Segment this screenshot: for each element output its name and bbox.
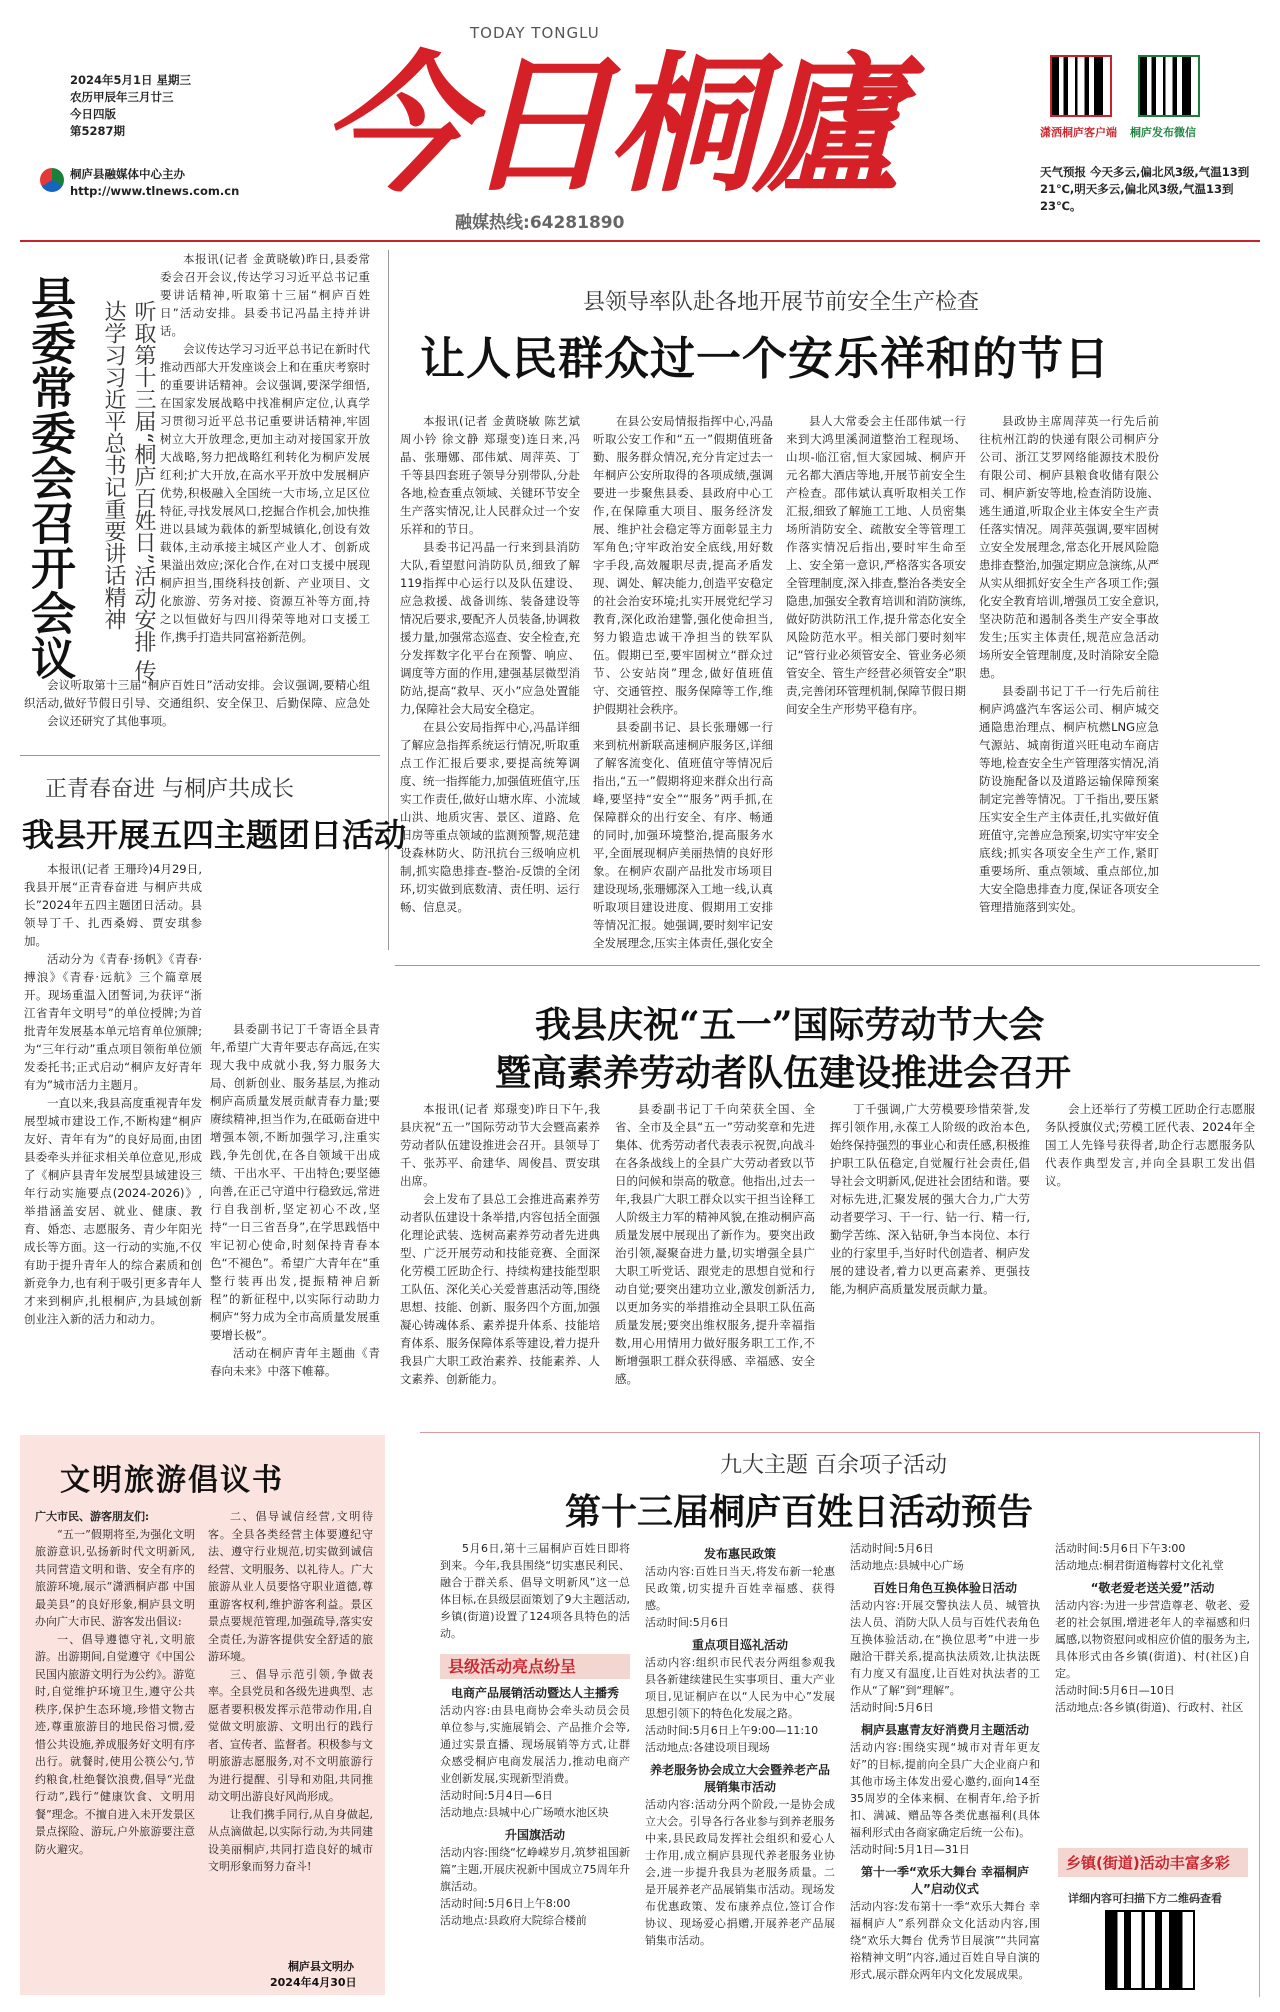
event8-body: 活动内容:围绕实现“城市对青年更友好”的目标,提前向全县广大企业商户和其他市场主体发出爱心邀约,面向14至35周岁的全体来桐、在桐青年,给予折扣、满减、赠品等各类优惠福利(具体福利形式由各商家确定后统一公布)。 [850,1741,1040,1839]
article1-subtitle: 听取第十三届“桐庐百姓日”活动安排 传达学习习近平总书记重要讲话精神 [101,300,156,682]
article2-p2: 县委书记冯晶一行来到县消防大队,看望慰问消防队员,细致了解119指挥中心运行以及队伍建设、应急救援、战备训练、装备建设等情况后要求,要配齐人员装备,协调救援力量,加强常态巡查、安全检查,充分发挥数字化平台在预警、响应、调度等方面的作用,建强基层微型消防站,提高“救早、灭小”应急处置能力,保障社会大局安全稳定。 [400,540,580,716]
article3-kicker: 正青春奋进 与桐庐共成长 [45,777,294,802]
event4-body: 活动内容:组织市民代表分两组参观我县各新建续建民生实事项目、重大产业项目,见证桐庐在以“人民为中心”发展思想引领下的特色化发展之路。 [645,1656,835,1720]
article1-body [160,250,370,646]
article1-p1: 本报讯(记者 金黄晓敏)昨日,县委常委会召开会议,传达学习习近平总书记重要讲话精神,听取第十三届“桐庐百姓日”活动安排。县委书记冯晶主持并讲话。 [160,252,370,338]
section-township-header: 乡镇(街道)活动丰富多彩 [1058,1848,1248,1877]
hotline [455,208,624,233]
event8-time: 活动时间:5月1日—31日 [850,1843,970,1856]
article2-title: 让人民群众过一个安乐祥和的节日 [420,332,1111,385]
article5-body-right [208,1508,373,1928]
article3-p5: 活动在桐庐青年主题曲《青春向未来》中落下帷幕。 [210,1346,380,1378]
article5-p2: 一、倡导遵德守礼,文明旅游。出游期间,自觉遵守《中国公民国内旅游文明行为公约》。游览时,自觉维护环境卫生,遵守公共秩序,保护生态环境,珍惜文物古迹,尊重旅游目的地民俗习惯,爱惜公共设施,养成服务好文明有序出行。就餐时,使用公筷公勺,节约粮食,杜绝餐饮浪费,倡导“光盘行动”,践行“健康饮食、文明用餐”理念。不擅自进入未开发景区景点探险、游玩,户外旅游要注意防火避灾。 [35,1632,195,1856]
weather: 天气预报 今天多云,偏北风3级,气温13到21℃,明天多云,偏北风3级,气温13到23℃。 [1040,165,1250,213]
article6-title: 第十三届桐庐百姓日活动预告 [565,1491,1034,1533]
article4-body-4 [1045,1100,1255,1420]
event7-time: 活动时间:5月6日 [850,1701,934,1714]
article3-p3: 一直以来,我县高度重视青年发展型城市建设工作,不断构建“桐庐友好、青年有为”的良好局面,由团县委牵头并征求相关单位意见,形成了《桐庐县青年发展型县域建设三年行动实施要点(2024-2026)》,举措涵盖安居、就业、健康、教育、婚恋、志愿服务、青少年阳光成长等方面。这一行动的实施,不仅有助于提升青年人的综合素质和创新竞争力,也有利于吸引更多青年人才来到桐庐,扎根桐庐,为县域创新创业注入新的活力和动力。 [24,1096,202,1326]
article2-p4: 在县公安局情报指挥中心,冯晶听取公安工作和“五一”假期值班备勤、服务群众情况,充分肯定过去一年桐庐公安所取得的各项成绩,强调要进一步聚焦县委、县政府中心工作,在保障重大项目、服务经济发展、维护社会稳定等方面彰显主力军角色;守牢政治安全底线,用好数字手段,高效履职尽责,提高矛盾发现、调处、解决能力,创造平安稳定的社会治安环境;扎实开展党纪学习教育,深化政治建警,强化使命担当,努力锻造忠诚干净担当的铁军队伍。假期已至,要牢固树立“群众过节、公安站岗”理念,做好值班值守、交通管控、服务保障等工作,维护假期社会秩序。 [593,414,773,716]
article6-col-2 [645,1540,835,1990]
masthead-title: 今日桐廬 [320,37,897,213]
article2-p1: 本报讯(记者 金黄晓敏 陈艺斌 周小钤 徐文静 郑璟变)连日来,冯晶、张珊娜、邵伟斌、周萍英、丁千等县四套班子领导分别带队,分赴各地,检查重点领域、关键环节安全生产落实情况,让人民群众过一个安乐祥和的节日。 [400,414,580,536]
article1-p4: 会议还研究了其他事项。 [47,714,174,728]
article4-p2: 会上发布了县总工会推进高素养劳动者队伍建设十条举措,内容包括全面强化理论武装、选树高素养劳动者先进典型、广泛开展劳动和技能竞赛、全面深化劳模工匠助企行、持续构建技能型职工队伍、深化关心关爱普惠活动等,围绕思想、技能、创新、服务四个方面,加强凝心铸魂体系、素养提升体系、技能培育体系、服务保障体系等建设,着力提升我县广大职工政治素养、技能素养、人文素养、创新能力。 [400,1192,600,1386]
article2-p3: 在县公安局指挥中心,冯晶详细了解应急指挥系统运行情况,听取重点工作汇报后要求,要提高统筹调度、统一指挥能力,加强值班值守,压实工作责任,做好山塘水库、小流域山洪、地质灾害、景区、道路、危旧房等重点领域的监测预警,规范建设森林防火、防汛抗台三级响应机制,抓实隐患排查-整治-反馈的全闭环,切实做到底数清、责任明、运行畅、信息灵。 [400,720,580,914]
qr-label-wechat: 桐庐发布微信 [1130,126,1196,139]
masthead-english: TODAY TONGLU [470,24,600,42]
qr-label-app: 潇洒桐庐客户端 [1040,126,1117,139]
event3-body: 活动内容:百姓日当天,将发布新一轮惠民政策,切实提升百姓幸福感、获得感。 [645,1565,835,1612]
event6-time: 活动时间:5月6日 [850,1542,934,1555]
sponsor-logo [40,168,64,192]
article1-title: 县委常委会召开会议 [23,275,76,680]
divider [395,965,1260,966]
article6-col-3 [850,1540,1040,1990]
article5-date: 2024年4月30日 [270,1976,357,1989]
event7-title: 百姓日角色互换体验日活动 [872,1581,1017,1595]
article2-p6: 县人大常委会主任邵伟斌一行来到大鸿里溪洞道整治工程现场、山坝-临江宿,恒大家园城、桐庐开元名都大酒店等地,开展节前安全生产检查。邵伟斌认真听取相关工作汇报,细致了解施工工地、人员密集场所消防安全、疏散安全等管理工作落实情况后指出,要时牢生命至上、安全第一意识,严格落实各项安全管理制度,深入排查,整治各类安全隐患,加强安全教育培训和消防演练,做好防洪防汛工作,提升常态化安全风险防范水平。相关部门要时刻牢记“管行业必须管安全、管业务必须管安全、管生产经营必须管安全”职责,完善闭环管理机制,保障节假日期间安全生产形势平稳有序。 [786,414,966,716]
qr-code-app[interactable] [1050,55,1112,117]
event2-time: 活动时间:5月6日上午8:00 [440,1897,571,1910]
article4-body-1 [400,1100,600,1420]
qr-code-activities[interactable] [1105,1910,1195,1990]
article5-p1: “五一”假期将至,为强化文明旅游意识,弘扬新时代文明新风,共同营造文明和谐、安全有序的旅游环境,展示“潇洒桐庐郡 中国最美县”的良好形象,桐庐县文明办向广大市民、游客发出倡议: [35,1527,195,1628]
sponsor-name: 桐庐县融媒体中心主办 [70,167,185,181]
issue-lunar: 农历甲辰年三月廿三 [70,90,174,104]
issue-info [70,72,191,140]
article2-body-2 [593,412,773,952]
article5-sign: 桐庐县文明办 [288,1960,354,1973]
divider [20,755,380,756]
article6-col-4 [1055,1540,1250,1840]
article4-p3: 县委副书记丁千向荣获全国、全省、全市及全县“五一”劳动奖章和先进集体、优秀劳动者代表表示祝贺,向战斗在各条战线上的全县广大劳动者致以节日的问候和崇高的敬意。他指出,过去一年,我县广大职工群众以实干担当诠释工人阶级主力军的精神风貌,在推动桐庐高质量发展中展现出了新作为。要突出政治引领,凝聚奋进力量,切实增强全县广大职工听党话、跟党走的思想自觉和行动自觉;要突出建功立业,激发创新活力,以更加务实的举措推动全县职工队伍高质量发展;要突出维权服务,提升幸福指数,用心用情用力做好服务职工工作,不断增强职工群众获得感、幸福感、安全感。 [615,1102,815,1386]
article2-body-1 [400,412,580,952]
article2-p8: 县委副书记丁千一行先后前往桐庐鸿盛汽车客运公司、桐庐城交通隐患治理点、桐庐杭燃LNG应急气源站、城南街道兴旺电动车商店等地,检查安全生产管理落实情况,消防设施配备以及道路运输保障预案制定完善等情况。丁千指出,要压紧压实安全生产主体责任,扎实做好值班值守,完善应急预案,切实守牢安全底线;抓实各项安全生产工作,紧盯重要场所、重点领域、重点部位,加大安全隐患排查力度,保证各项安全管理措施落到实处。 [979,684,1159,914]
article4-p5: 会上还举行了劳模工匠助企行志愿服务队授旗仪式;劳模工匠代表、2024年全国工人先锋号获得者,助企行志愿服务队代表作典型发言,并向全县职工发出倡议。 [1045,1102,1255,1188]
article3-title: 我县开展五四主题团日活动 [22,816,407,854]
article4-title-2: 暨高素养劳动者队伍建设推进会召开 [495,1052,1072,1094]
event5-body: 活动内容:活动分两个阶段,一是协会成立大会。引导各行各业参与到养老服务中来,县民政局发挥社会组织和爱心人士作用,成立桐庐县现代养老服务业协会,进一步提升我县为老服务质量。二是开展养老产品展销集市活动。现场发布优惠政策、发布康养点位,签订合作协议、现场爱心捐赠,开展养老产品展销集市活动。 [645,1798,835,1947]
article1-body-bottom [24,676,370,746]
masthead [0,0,1280,235]
article2-body-4 [979,412,1159,952]
event10-place: 活动地点:各乡镇(街道)、行政村、社区 [1055,1701,1244,1714]
article6-intro: 5月6日,第十三届桐庐百姓日即将到来。今年,我县围绕“切实惠民利民、融合于群关系、倡导文明新风”这一总体目标,在县级层面策划了9大主题活动,乡镇(街道)设置了124项各具特色的活动。 [440,1542,630,1640]
article3-p2: 活动分为《青春·扬帆》《青春·搏浪》《青春·远航》三个篇章展开。现场重温入团誓词,为获评“浙江省青年文明号”的单位授牌;为首批青年发展基本单元培育单位颁牌;为“三年行动”重点项目领衔单位颁发委托书;正式启动“桐庐友好青年有为”城市活力主题月。 [24,952,202,1092]
event2-place: 活动地点:县政府大院综合楼前 [440,1914,587,1927]
event1-body: 活动内容:由县电商协会牵头动员会员单位参与,实施展销会、产品推介会等,通过实景直播、现场展销等方式,让群众感受桐庐电商发展活力,推动电商产业创新发展,实现新型消费。 [440,1704,630,1785]
event9-title: 第十一季“欢乐大舞台 幸福桐庐人”启动仪式 [860,1865,1030,1896]
article5-p3: 二、倡导诚信经营,文明待客。全县各类经营主体要遵纪守法、遵守行业规范,切实做到诚信经营、文明服务、以礼待人。广大旅游从业人员要恪守职业道德,尊重游客权利,维护游客利益。景区景点要规范管理,加强疏导,落实安全责任,为游客提供安全舒适的旅游环境。 [208,1510,373,1663]
article3-p1: 本报讯(记者 王珊玲)4月29日,我县开展“正青春奋进 与桐庐共成长”2024年五四主题团日活动。县领导丁千、扎西桑姆、贾安琪参加。 [24,862,202,948]
article4-p4: 丁千强调,广大劳模要珍惜荣誉,发挥引领作用,永葆工人阶级的政治本色,始终保持强烈的事业心和责任感,积极推护职工队伍稳定,自觉履行社会责任,倡导社会文明新风,促进社会团结和谐。要对标先进,汇聚发展的强大合力,广大劳动者要学习、干一行、钻一行、精一行,勤学苦练、深入钻研,争当本岗位、本行业的行家里手,当好时代创造者、桐庐发展的建设者,着力以更高素养、更强技能,为桐庐高质量发展贡献力量。 [830,1102,1030,1296]
article2-p5: 县委副书记、县长张珊娜一行来到杭州新联高速桐庐服务区,详细了解客流变化、值班值守等情况后指出,“五一”假期将迎来群众出行高峰,要坚持“安全”“服务”两手抓,在保障群众的出行安全、有序、畅通的同时,加强环境整治,提高服务水平,全面展现桐庐美丽热情的良好形象。在桐庐农副产品批发市场项目建设现场,张珊娜深入工地一线,认真听取项目建设进度、假期用工安排等情况汇报。她强调,要时刻牢记安全发展理念,压实主体责任,强化安全 [593,720,773,950]
event10-body: 活动内容:为进一步营造尊老、敬老、爱老的社会氛围,增进老年人的幸福感和归属感,以物资慰问或相应价值的服务为主,具体形式由各乡镇(街道)、村(社区)自定。 [1055,1599,1250,1680]
article3-body-right [210,1020,380,1420]
article5-body-left [35,1508,195,1988]
article4-p1: 本报讯(记者 郑璟变)昨日下午,我县庆祝“五一”国际劳动节大会暨高素养劳动者队伍建设推进会召开。县领导丁千、张苏平、俞建华、周俊昌、贾安琪出席。 [400,1102,600,1188]
event6-place: 活动地点:县城中心广场 [850,1559,964,1572]
event4-place: 活动地点:各建设项目现场 [645,1741,770,1754]
qr-code-wechat[interactable] [1138,55,1200,117]
article4-body-3 [830,1100,1030,1420]
article5-salutation: 广大市民、游客朋友们: [35,1510,150,1523]
article3-body-left [24,860,202,1425]
event2-body: 活动内容:围绕“忆峥嵘岁月,筑梦祖国新篇”主题,开展庆祝新中国成立75周年升旗活动。 [440,1846,630,1893]
issue-pages: 今日四版 [70,107,116,121]
article5-title: 文明旅游倡议书 [60,1463,284,1498]
article2-body-3 [786,412,966,952]
event10-title: “敬老爱老送关爱”活动 [1090,1581,1215,1595]
article5-p5: 让我们携手同行,从自身做起,从点滴做起,以实际行动,为共同建设美丽桐庐,共同打造良好的城市文明形象而努力奋斗! [208,1807,373,1873]
article1-p2: 会议传达学习习近平总书记在新时代推动西部大开发座谈会上和在重庆考察时的重要讲话精神。会议强调,要深学细悟,在国家发展战略中找准桐庐定位,认真学习贯彻习近平总书记重要讲话精神,牢固树立大开放理念,更加主动对接国家开放大战略,努力把战略红利转化为桐庐发展红利;扩大开放,在高水平开放中发展桐庐优势,积极融入全国统一大市场,立足区位特征,寻找发展风口,挖掘合作机会,加快推进以县域为载体的新型城镇化,创设有效载体,主动承接主城区产业人才、创新成果溢出效应;深化合作,在对口支援中展现桐庐担当,围绕科技创新、产业项目、文化旅游、劳务对接、资源互补等方面,持之以恒做好与四川得荣等地对口支援工作,携手打造共同富裕新范例。 [160,342,370,644]
sponsor [70,166,239,200]
event8-title: 桐庐县惠青友好消费月主题活动 [860,1723,1029,1737]
event3-time: 活动时间:5月6日 [645,1616,729,1629]
event2-title: 升国旗活动 [504,1828,565,1842]
event9-time: 活动时间:5月6日下午3:00 [1055,1542,1186,1555]
event4-title: 重点项目巡礼活动 [691,1638,788,1652]
event9-place: 活动地点:桐君街道梅蓉村文化礼堂 [1055,1559,1224,1572]
sponsor-website[interactable]: http://www.tlnews.com.cn [70,184,240,198]
article5-p4: 三、倡导示范引领,争做表率。全县党员和各级先进典型、志愿者要积极发挥示范带动作用,自觉做文明旅游、文明出行的践行者、宣传者、监督者。积极参与文明旅游志愿服务,对不文明旅游行为进行提醒、引导和劝阻,共同推动文明出游良好风尚形成。 [208,1667,373,1803]
article6-kicker: 九大主题 百余项子活动 [720,1453,947,1478]
event7-body: 活动内容:开展交警执法人员、城管执法人员、消防大队人员与百姓代表角色互换体验活动,在“换位思考”中进一步融洽干群关系,提高执法质效,让执法既有力度又有温度,让百姓对执法者的工作从“了解”到“理解”。 [850,1599,1040,1697]
article2-p7: 县政协主席周萍英一行先后前往杭州江韵的快递有限公司桐庐分公司、浙江艾罗网络能源技术股份有限公司、桐庐县粮食收储有限公司、桐庐新安等地,检查消防设施、逃生通道,听取企业主体安全生产责任落实情况。周萍英强调,要牢固树立安全发展理念,常态化开展风险隐患排查整治,加强定期应急演练,从严从实从细抓好安全生产各项工作;强化安全教育培训,增强员工安全意识,坚决防范和遏制各类生产安全事故发生;压实主体责任,规范应急活动场所安全管理制度,及时消除安全隐患。 [979,414,1159,680]
event10-time: 活动时间:5月6日—10日 [1055,1684,1175,1697]
event3-title: 发布惠民政策 [703,1547,776,1561]
hotline-label: 融媒热线: [455,213,530,233]
event1-place: 活动地点:县城中心广场喷水池区块 [440,1806,609,1819]
article4-body-2 [615,1100,815,1420]
event1-time: 活动时间:5月4日—6日 [440,1789,553,1802]
section-county-header: 县级活动亮点纷呈 [440,1654,630,1679]
issue-number: 第5287期 [70,124,126,138]
qr-caption: 详细内容可扫描下方二维码查看 [1068,1892,1222,1905]
issue-date: 2024年5月1日 星期三 [70,73,192,87]
hotline-number: 64281890 [529,213,625,233]
event1-title: 电商产品展销活动暨达人主播秀 [450,1686,619,1700]
article3-p4: 县委副书记丁千寄语全县青年,希望广大青年要志存高远,在实现大我中成就小我,努力服务大局、创新创业、服务基层,为推动桐庐高质量发展贡献青春力量;要赓续精神,担当作为,在砥砺奋进中增强本领,不断加强学习,注重实践,争先创优,在各自领域干出成绩、干出水平、干出特色;要坚德向善,在正己守道中行稳致远,常进行自我剖析,坚定初心不改,坚持“一日三省吾身”,在学思践悟中牢记初心使命,时刻保持青春本色“不褪色”。希望广大青年在“重整行装再出发,提振精神启新程”的新征程中,以实际行动助力桐庐“努力成为全市高质量发展重要增长极”。 [210,1022,380,1342]
article6-col-1 [440,1540,630,1990]
article4-title-1: 我县庆祝“五一”国际劳动节大会 [535,1004,1045,1046]
article2-kicker: 县领导率队赴各地开展节前安全生产检查 [583,290,980,315]
article1-p3: 会议听取第十三届“桐庐百姓日”活动安排。会议强调,要精心组织活动,做好节假日引导、交通组织、安全保卫、后勤保障、应急处 [24,678,370,710]
event5-title: 养老服务协会成立大会暨养老产品展销集市活动 [649,1763,830,1794]
event4-time: 活动时间:5月6日上午9:00—11:10 [645,1724,819,1737]
event9-body: 活动内容:发布第十一季“欢乐大舞台 幸福桐庐人”系列群众文化活动内容,围绕“欢乐大舞台 优秀节目展演”“共同富裕精神文明”内容,通过百姓自导自演的形式,展示群众两年内文化发展成果。 [850,1900,1040,1981]
masthead-rule [20,240,1260,242]
